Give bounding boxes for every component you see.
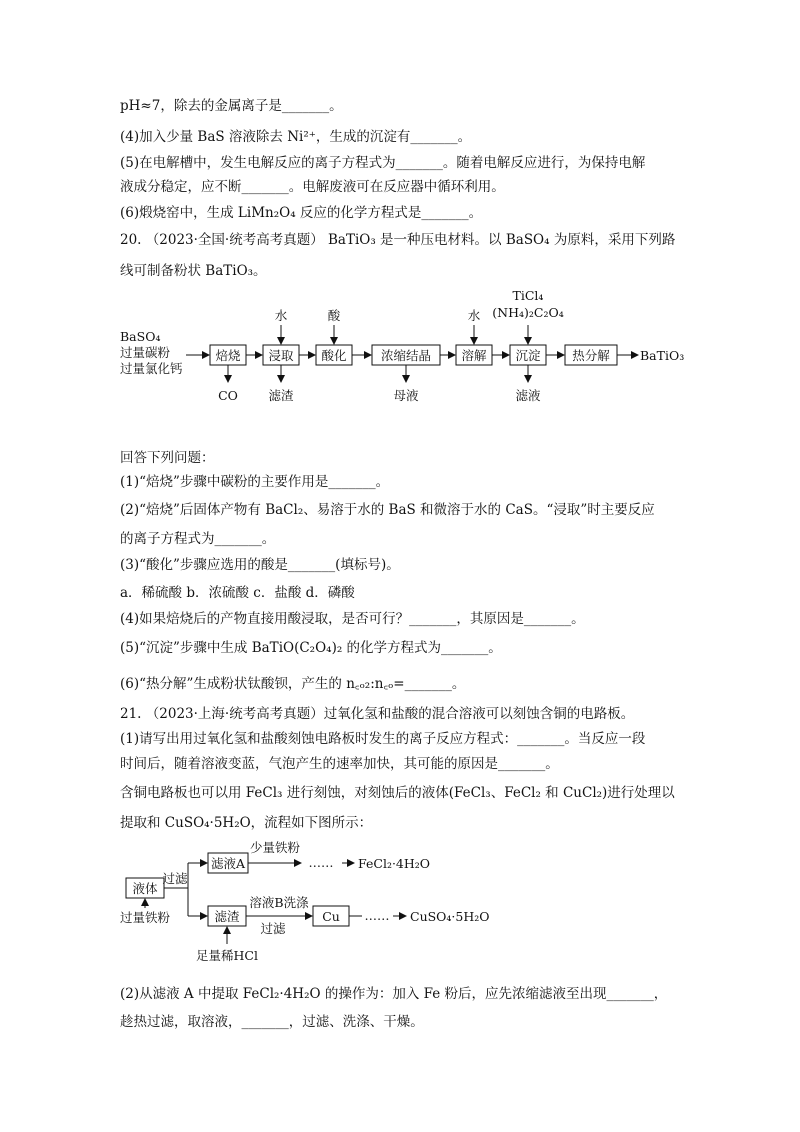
out-residue: 滤渣 <box>268 388 294 403</box>
text-line-19: 时间后，随着溶液变蓝，气泡产生的速率加快，其可能的原因是_______。 <box>120 756 559 772</box>
text-line-5: (6)煅烧窑中，生成 LiMn₂O₄ 反应的化学方程式是_______。 <box>120 205 483 221</box>
text-line-13: a．稀硫酸 b．浓硫酸 c．盐酸 d．磷酸 <box>120 585 355 601</box>
product-fecl2: FeCl₂·4H₂O <box>358 856 431 871</box>
text-line-22: (2)从滤液 A 中提取 FeCl₂·4H₂O 的操作为：加入 Fe 粉后，应先浓缩滤液至出现_______， <box>120 986 668 1002</box>
text-line-10: (2)“焙烧”后固体产物有 BaCl₂、易溶于水的 BaS 和微溶于水的 CaS。“浸取”时主要反应 <box>120 502 655 518</box>
text-line-16: (6)“热分解”生成粉状钛酸钡，产生的 n꜀ₒ₂:n꜀ₒ=_______。 <box>120 676 466 692</box>
add-hcl: 足量稀HCl <box>196 948 258 963</box>
text-line-4: 液成分稳定，应不断_______。电解废液可在反应器中循环利用。 <box>120 179 505 195</box>
start-liquid: 液体 <box>132 881 158 896</box>
reagent-a: 少量铁粉 <box>249 840 301 855</box>
add-oxalate: (NH₄)₂C₂O₄ <box>492 305 564 320</box>
text-line-6: 20. （2023·全国·统考高考真题） BaTiO₃ 是一种压电材料。以 BaSO₄ 为原料，采用下列路 <box>120 232 676 248</box>
flowchart-etching <box>118 838 518 968</box>
text-line-11: 的离子方程式为_______。 <box>120 531 276 547</box>
input-baso4: BaSO₄ <box>120 329 161 344</box>
flowchart-batio3 <box>118 285 698 435</box>
product-batio3: BaTiO₃ <box>640 348 685 363</box>
text-line-21: 提取和 CuSO₄·5H₂O，流程如下图所示： <box>120 815 373 831</box>
text-line-2: (4)加入少量 BaS 溶液除去 Ni²⁺，生成的沉淀有_______。 <box>120 129 472 145</box>
add-ticl4: TiCl₄ <box>512 288 544 303</box>
product-cuso4: CuSO₄·5H₂O <box>410 909 490 924</box>
step-dissolve: 溶解 <box>461 348 487 363</box>
out-co: CO <box>218 388 238 403</box>
op-filter: 过滤 <box>162 871 188 886</box>
step-concentrate: 浓缩结晶 <box>380 348 432 363</box>
input-cacl2: 过量氯化钙 <box>120 361 183 376</box>
text-line-20: 含铜电路板也可以用 FeCl₃ 进行刻蚀，对刻蚀后的液体(FeCl₃、FeCl₂ 和 CuCl₂)进行处理以 <box>120 785 675 801</box>
text-line-17: 21. （2023·上海·统考高考真题）过氧化氢和盐酸的混合溶液可以刻蚀含铜的电路板。 <box>120 706 635 722</box>
text-line-1: pH≈7，除去的金属离子是_______。 <box>120 98 343 114</box>
add-excess-iron: 过量铁粉 <box>119 910 171 925</box>
box-a-label: 滤液A <box>210 856 246 871</box>
box-b-label: 滤渣 <box>214 909 240 924</box>
step-precipitate: 沉淀 <box>515 348 541 363</box>
add-acid: 酸 <box>327 308 341 323</box>
box-cu-label: Cu <box>322 909 340 924</box>
step-pyrolysis: 热分解 <box>572 348 610 363</box>
text-line-12: (3)“酸化”步骤应选用的酸是_______(填标号)。 <box>120 557 400 573</box>
text-line-3: (5)在电解槽中，发生电解反应的离子方程式为_______。随着电解反应进行，为保持电解 <box>120 155 646 171</box>
text-line-7: 线可制备粉状 BaTiO₃。 <box>120 263 267 279</box>
text-line-23: 趁热过滤，取溶液，_______，过滤、洗涤、干燥。 <box>120 1014 424 1030</box>
text-line-9: (1)“焙烧”步骤中碳粉的主要作用是_______。 <box>120 474 390 490</box>
dots-a: …… <box>308 855 334 870</box>
add-water-1: 水 <box>274 308 288 323</box>
out-filtrate: 滤液 <box>515 388 541 403</box>
add-water-2: 水 <box>467 308 481 323</box>
step-roast: 焙烧 <box>215 348 241 363</box>
text-line-15: (5)“沉淀”步骤中生成 BaTiO(C₂O₄)₂ 的化学方程式为_______。 <box>120 640 502 656</box>
out-mother-liquor: 母液 <box>393 388 419 403</box>
dots-b: …… <box>364 908 390 923</box>
step-acidify: 酸化 <box>321 348 347 363</box>
text-line-14: (4)如果焙烧后的产物直接用酸浸取，是否可行？_______，其原因是_______。 <box>120 611 585 627</box>
text-line-18: (1)请写出用过氧化氢和盐酸刻蚀电路板时发生的离子反应方程式：_______。当反应一段 <box>120 731 646 747</box>
input-carbon: 过量碳粉 <box>120 345 171 360</box>
label-wash: 溶液B洗涤 <box>249 895 309 910</box>
label-filter-b: 过滤 <box>260 921 286 936</box>
step-leach: 浸取 <box>268 348 294 363</box>
text-line-8: 回答下列问题： <box>120 450 215 466</box>
